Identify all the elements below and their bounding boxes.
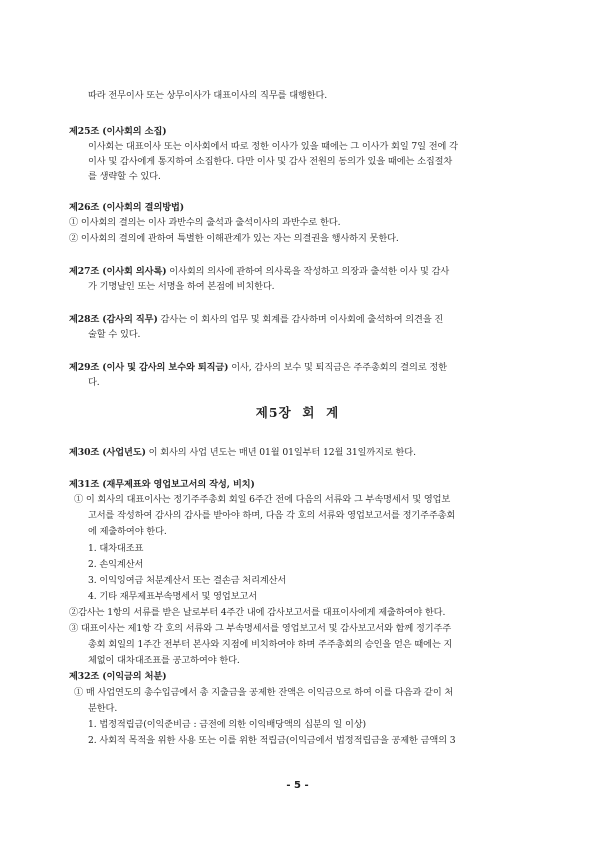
article-31-clause-1-line-2: 고서를 작성하여 감사의 감사를 받아야 하며, 다음 각 호의 서류와 영업보고서를 정기주주총회 xyxy=(88,510,456,521)
article-26-clause-2: ② 이사회의 결의에 관하여 특별한 이해관계가 있는 자는 의결권을 행사하지 못한다. xyxy=(69,233,399,244)
article-27-line-2: 가 기명날인 또는 서명을 하여 본점에 비치한다. xyxy=(88,281,275,292)
list-item: 2. 사회적 목적을 위한 사용 또는 이를 위한 적립금(이익금에서 법정적립금을 공제한 금액의 3 xyxy=(88,735,456,746)
article-29-title: 제29조 (이사 및 감사의 보수와 퇴직금) xyxy=(69,362,229,373)
article-29-line-1: 제29조 (이사 및 감사의 보수와 퇴직금) 이사, 감사의 보수 및 퇴직금은 주주총회의 결의로 정한 xyxy=(69,362,447,373)
article-28-line-2: 술할 수 있다. xyxy=(88,329,141,340)
article-25-line-3: 를 생략할 수 있다. xyxy=(88,171,161,182)
article-27-line-1: 제27조 (이사회 의사록) 이사회의 의사에 관하여 의사록을 작성하고 의장과 출석한 이사 및 감사 xyxy=(69,266,450,277)
list-item: 3. 이익잉여금 처분계산서 또는 결손금 처리계산서 xyxy=(88,575,287,586)
article-26-clause-1: ① 이사회의 결의는 이사 과반수의 출석과 출석이사의 과반수로 한다. xyxy=(69,217,341,228)
article-25-line-2: 이사 및 감사에게 통지하여 소집한다. 다만 이사 및 감사 전원의 동의가 있을 때에는 소집절차 xyxy=(88,156,453,167)
article-25-title: 제25조 (이사회의 소집) xyxy=(69,126,167,137)
article-28-title: 제28조 (감사의 직무) xyxy=(69,314,158,325)
page-number: - 5 - xyxy=(286,780,309,791)
list-item: 1. 법정적립금(이익준비금 : 금전에 의한 이익배당액의 십분의 일 이상) xyxy=(88,719,367,730)
article-27-title: 제27조 (이사회 의사록) xyxy=(69,266,167,277)
article-32-title: 제32조 (이익금의 처분) xyxy=(69,671,167,682)
article-32-clause-1-line-1: ① 매 사업연도의 총수입금에서 총 지출금을 공제한 잔액은 이익금으로 하여 이를 다음과 같이 처 xyxy=(74,687,454,698)
article-31-clause-2: ②감사는 1항의 서류를 받은 날로부터 4주간 내에 감사보고서를 대표이사에게 제출하여야 한다. xyxy=(69,607,446,618)
article-26-title: 제26조 (이사회의 결의방법) xyxy=(69,202,185,213)
article-31-clause-3-line-1: ③ 대표이사는 제1항 각 호의 서류와 그 부속명세서를 영업보고서 및 감사보고서와 함께 정기주주 xyxy=(69,623,452,634)
article-31-clause-3-line-2: 총회 회일의 1주간 전부터 본사와 지점에 비치하여야 하며 주주총회의 승인을 얻은 때에는 지 xyxy=(88,639,453,650)
list-item: 1. 대차대조표 xyxy=(88,543,144,554)
continued-line: 따라 전무이사 또는 상무이사가 대표이사의 직무를 대행한다. xyxy=(88,90,328,101)
article-29-line-2: 다. xyxy=(88,377,100,388)
article-31-clause-1-line-3: 에 제출하여야 한다. xyxy=(88,526,167,537)
article-25-line-1: 이사회는 대표이사 또는 이사회에서 따로 정한 이사가 있을 때에는 그 이사가 회일 7일 전에 각 xyxy=(88,141,458,152)
chapter-heading: 제5장 회 계 xyxy=(255,405,340,420)
article-30-title: 제30조 (사업년도) xyxy=(69,447,146,458)
list-item: 2. 손익계산서 xyxy=(88,559,144,570)
article-31-clause-1-line-1: ① 이 회사의 대표이사는 정기주주총회 회일 6주간 전에 다음의 서류와 그 부속명세서 및 영업보 xyxy=(74,494,451,505)
article-28-line-1: 제28조 (감사의 직무) 감사는 이 회사의 업무 및 회계를 감사하며 이사회에 출석하여 의견을 진 xyxy=(69,314,444,325)
article-31-clause-3-line-3: 체없이 대차대조표를 공고하여야 한다. xyxy=(88,655,240,666)
article-31-title: 제31조 (재무제표와 영업보고서의 작성, 비치) xyxy=(69,479,255,490)
list-item: 4. 기타 재무제표부속명세서 및 영업보고서 xyxy=(88,591,258,602)
article-32-clause-1-line-2: 분한다. xyxy=(88,703,118,714)
article-30-line: 제30조 (사업년도) 이 회사의 사업 년도는 매년 01월 01일부터 12월 31일까지로 한다. xyxy=(69,447,416,458)
